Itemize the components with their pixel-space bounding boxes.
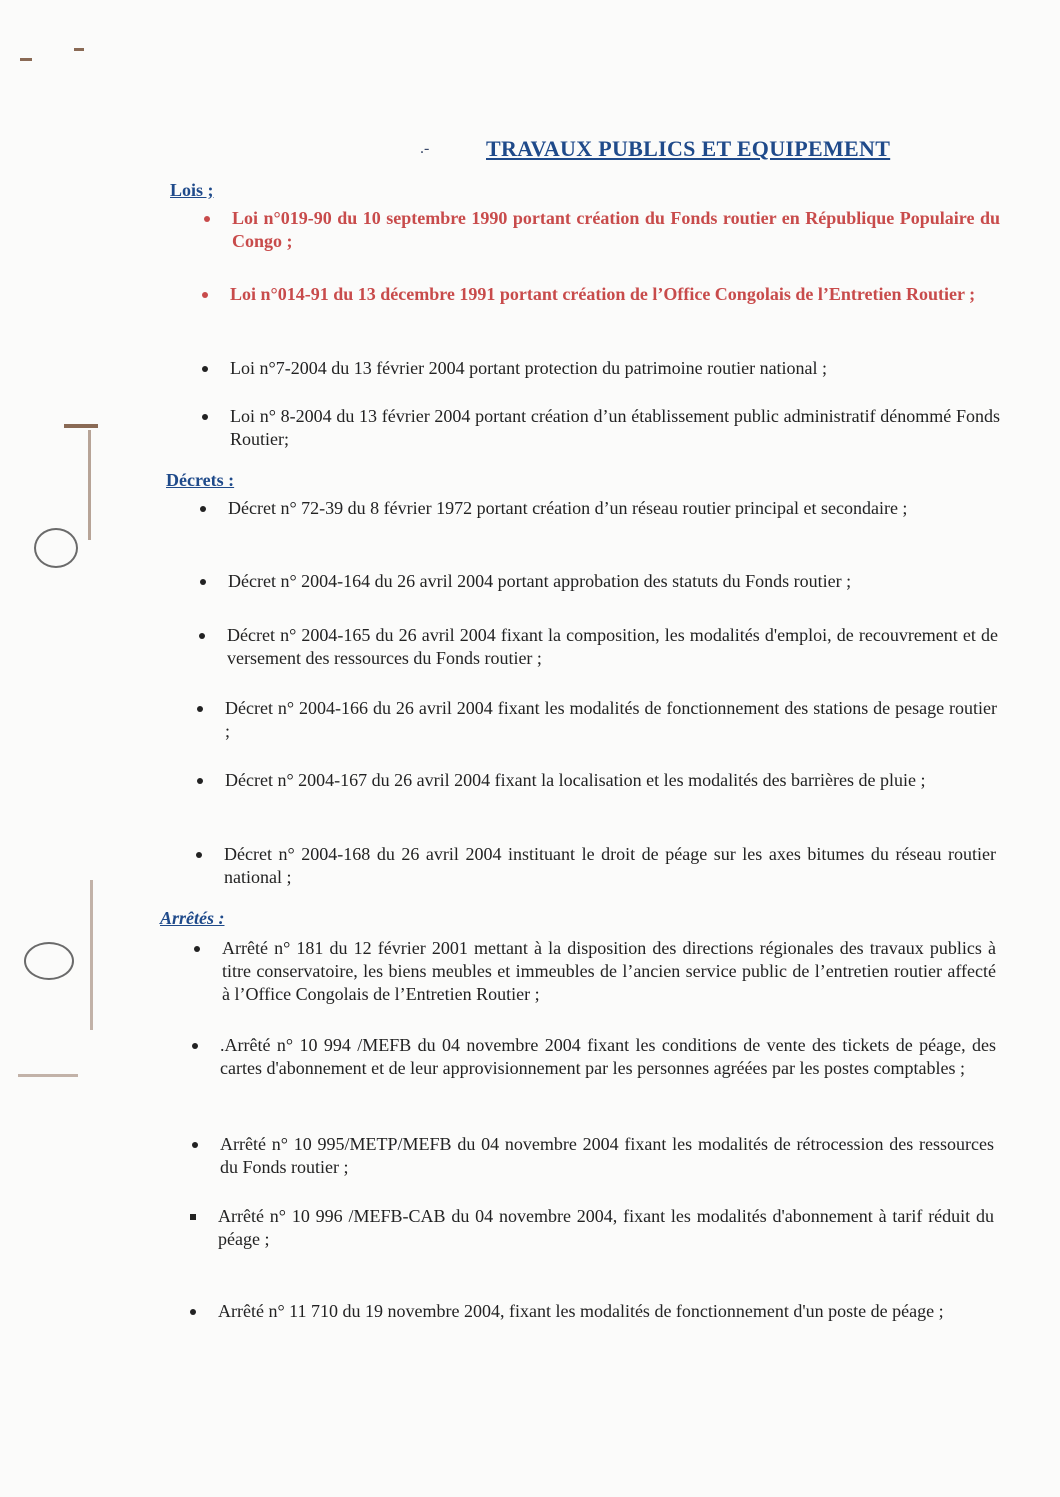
bullet-icon	[200, 579, 206, 585]
bullet-icon	[194, 946, 200, 952]
margin-mark	[90, 880, 93, 1030]
list-item-text: Arrêté n° 181 du 12 février 2001 mettant à la disposition des directions régionales des travaux publics à titre conservatoire, les biens meubles et immeubles de l’ancien service public de l’entretien routier affecté à l’Office Congolais de l’Entretien Routier ;	[222, 938, 996, 1004]
bullet-icon	[190, 1309, 196, 1315]
list-item-text: Décret n° 2004-164 du 26 avril 2004 portant approbation des statuts du Fonds routier ;	[228, 571, 852, 591]
list-item-text: Arrêté n° 10 995/METP/MEFB du 04 novembre 2004 fixant les modalités de rétrocession des ressources du Fonds routier ;	[220, 1134, 994, 1177]
list-item	[230, 357, 1000, 380]
list-item-text: Décret n° 72-39 du 8 février 1972 portant création d’un réseau routier principal et secondaire ;	[228, 498, 908, 518]
section-heading-arretes: Arrêtés :	[160, 908, 225, 928]
bullet-icon	[204, 216, 210, 222]
list-item	[224, 843, 996, 889]
margin-mark	[74, 48, 84, 51]
section-heading-lois: Lois ;	[170, 180, 214, 200]
title-dash: .-	[420, 140, 430, 157]
list-item	[220, 1133, 994, 1179]
list-item	[230, 283, 1000, 306]
list-item	[225, 769, 997, 792]
list-item-text: Arrêté n° 11 710 du 19 novembre 2004, fixant les modalités de fonctionnement d'un poste de péage ;	[218, 1301, 944, 1321]
bullet-icon	[202, 414, 208, 420]
hole-mark	[24, 942, 74, 980]
bullet-icon	[202, 366, 208, 372]
list-item-text: Décret n° 2004-165 du 26 avril 2004 fixant la composition, les modalités d'emploi, de recouvrement et de versement des ressources du Fonds routier ;	[227, 625, 998, 668]
bullet-icon	[197, 778, 203, 784]
list-item-text: Loi n°014-91 du 13 décembre 1991 portant création de l’Office Congolais de l’Entretien Routier ;	[230, 284, 976, 304]
list-item	[228, 497, 998, 520]
bullet-icon	[199, 633, 205, 639]
list-item-text: Loi n°7-2004 du 13 février 2004 portant protection du patrimoine routier national ;	[230, 358, 828, 378]
bullet-icon	[202, 292, 208, 298]
page-title: TRAVAUX PUBLICS ET EQUIPEMENT	[486, 136, 891, 161]
list-item-text: Décret n° 2004-167 du 26 avril 2004 fixant la localisation et les modalités des barrières de pluie ;	[225, 770, 926, 790]
list-item-text: .Arrêté n° 10 994 /MEFB du 04 novembre 2004 fixant les conditions de vente des tickets de péage, des cartes d'abonnement et de leur approvisionnement par les personnes agréées par les postes comptables ;	[220, 1035, 996, 1078]
list-item-text: Décret n° 2004-168 du 26 avril 2004 instituant le droit de péage sur les axes bitumes du réseau routier national ;	[224, 844, 996, 887]
bullet-icon	[197, 706, 203, 712]
list-item	[227, 624, 998, 670]
margin-mark	[18, 1074, 78, 1077]
list-item	[225, 697, 997, 743]
list-item-text: Décret n° 2004-166 du 26 avril 2004 fixant les modalités de fonctionnement des stations de pesage routier ;	[225, 698, 997, 741]
margin-mark	[88, 430, 91, 540]
list-item-text: Loi n° 8-2004 du 13 février 2004 portant création d’un établissement public administratif dénommé Fonds Routier;	[230, 406, 1000, 449]
list-item	[218, 1205, 994, 1251]
bullet-icon	[190, 1214, 196, 1220]
list-item	[220, 1034, 996, 1080]
list-item	[230, 405, 1000, 451]
margin-mark	[64, 424, 98, 428]
list-item	[232, 207, 1000, 253]
section-heading-decrets: Décrets :	[166, 470, 235, 490]
bullet-icon	[200, 506, 206, 512]
list-item	[222, 937, 996, 1006]
list-item-text: Arrêté n° 10 996 /MEFB-CAB du 04 novembre 2004, fixant les modalités d'abonnement à tarif réduit du péage ;	[218, 1206, 994, 1249]
bullet-icon	[196, 852, 202, 858]
hole-mark	[34, 528, 78, 568]
list-item-text: Loi n°019-90 du 10 septembre 1990 portant création du Fonds routier en République Populaire du Congo ;	[232, 208, 1000, 251]
bullet-icon	[192, 1142, 198, 1148]
list-item	[218, 1300, 992, 1323]
list-item	[228, 570, 998, 593]
margin-mark	[20, 58, 32, 61]
bullet-icon	[192, 1043, 198, 1049]
